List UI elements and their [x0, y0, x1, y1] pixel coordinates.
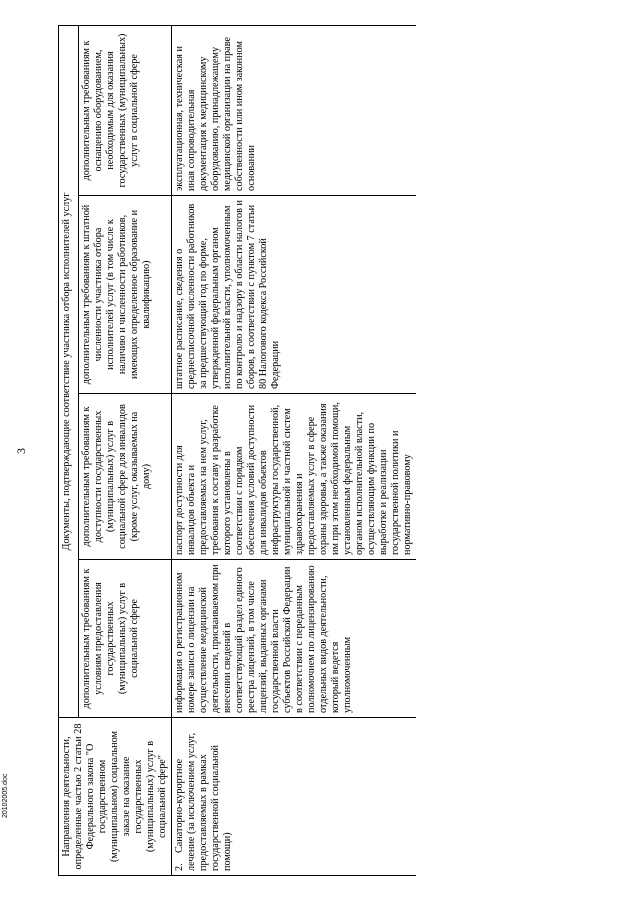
- direction-text: Санаторно-курортное лечение (за исключением услуг, предоставляемых в рамках государственной социальной помощи): [174, 732, 233, 871]
- page-number: 3: [14, 448, 28, 454]
- rotated-page-content: [14, 26, 582, 876]
- cell-accessibility: паспорт доступности для инвалидов объекта и предоставляемых на нем услуг, требования к составу и разработке которого установлены в соответствии с порядком обеспечения условий доступности для инвалидов объектов инфраструктуры государственной, муниципальной и частной систем здравоохранения и предоставляемых услуг в сфере охраны здоровья, а также оказания им при этом необходимой помощи, установленным федеральным органом исполнительной власти, осуществляющим функции по выработке и реализации государственной политики и нормативно-правовому: [172, 394, 417, 560]
- footer-filename: 20102005.doc: [2, 773, 9, 818]
- header-directions: Направления деятельности, определенные частью 2 статьи 28 Федерального закона "О государственном (муниципальном) социальном заказе на оказание государственных (муниципальных) услуг в социальной сфере": [59, 718, 172, 876]
- requirements-table: [58, 25, 416, 876]
- cell-direction: [172, 718, 417, 876]
- cell-conditions: информация о регистрационном номере записи о лицензии на осуществление медицинской деятельности, присваиваемом при внесении сведений в соответствующий раздел единого реестра лицензий, в том числе лицензий, выданных органами государственной власти субъектов Российской Федерации в соответствии с переданным полномочием по лицензированию отдельных видов деятельности, который ведется уполномоченным: [172, 560, 417, 718]
- header-row-1: [59, 25, 79, 875]
- header-equipment: дополнительным требованиям к оснащению оборудованием, необходимым для оказания государственных (муниципальных) услуг в социальной сфере: [79, 25, 172, 195]
- table-row: [172, 25, 417, 875]
- header-conditions: дополнительным требованиям к условиям предоставления государственных (муниципальных) услуг в социальной сфере: [79, 560, 172, 718]
- header-documents-group: Документы, подтверждающие соответствие участника отбора исполнителей услуг: [59, 25, 79, 717]
- header-staffing: дополнительным требованиям к штатной численности участника отбора исполнителей услуг (в том числе к наличию и численности работников, имеющих определенное образование и квалификацию): [79, 196, 172, 394]
- row-number: 2.: [174, 863, 185, 871]
- header-accessibility: дополнительным требованиям к доступности государственных (муниципальных) услуг в социальной сфере для инвалидов (кроме услуг, оказываемых на дому): [79, 394, 172, 560]
- cell-equipment: эксплуатационная, техническая и иная сопроводительная документация к медицинскому оборудованию, принадлежащему медицинской организации на праве собственности или ином законном основании: [172, 25, 417, 195]
- cell-staffing: штатное расписание, сведения о среднесписочной численности работников за предшествующий год по форме, утвержденной федеральным органом исполнительной власти, уполномоченным по контролю и надзору в области налогов и сборов, в соответствии с пунктом 7 статьи 80 Налогового кодекса Российской Федерации: [172, 196, 417, 394]
